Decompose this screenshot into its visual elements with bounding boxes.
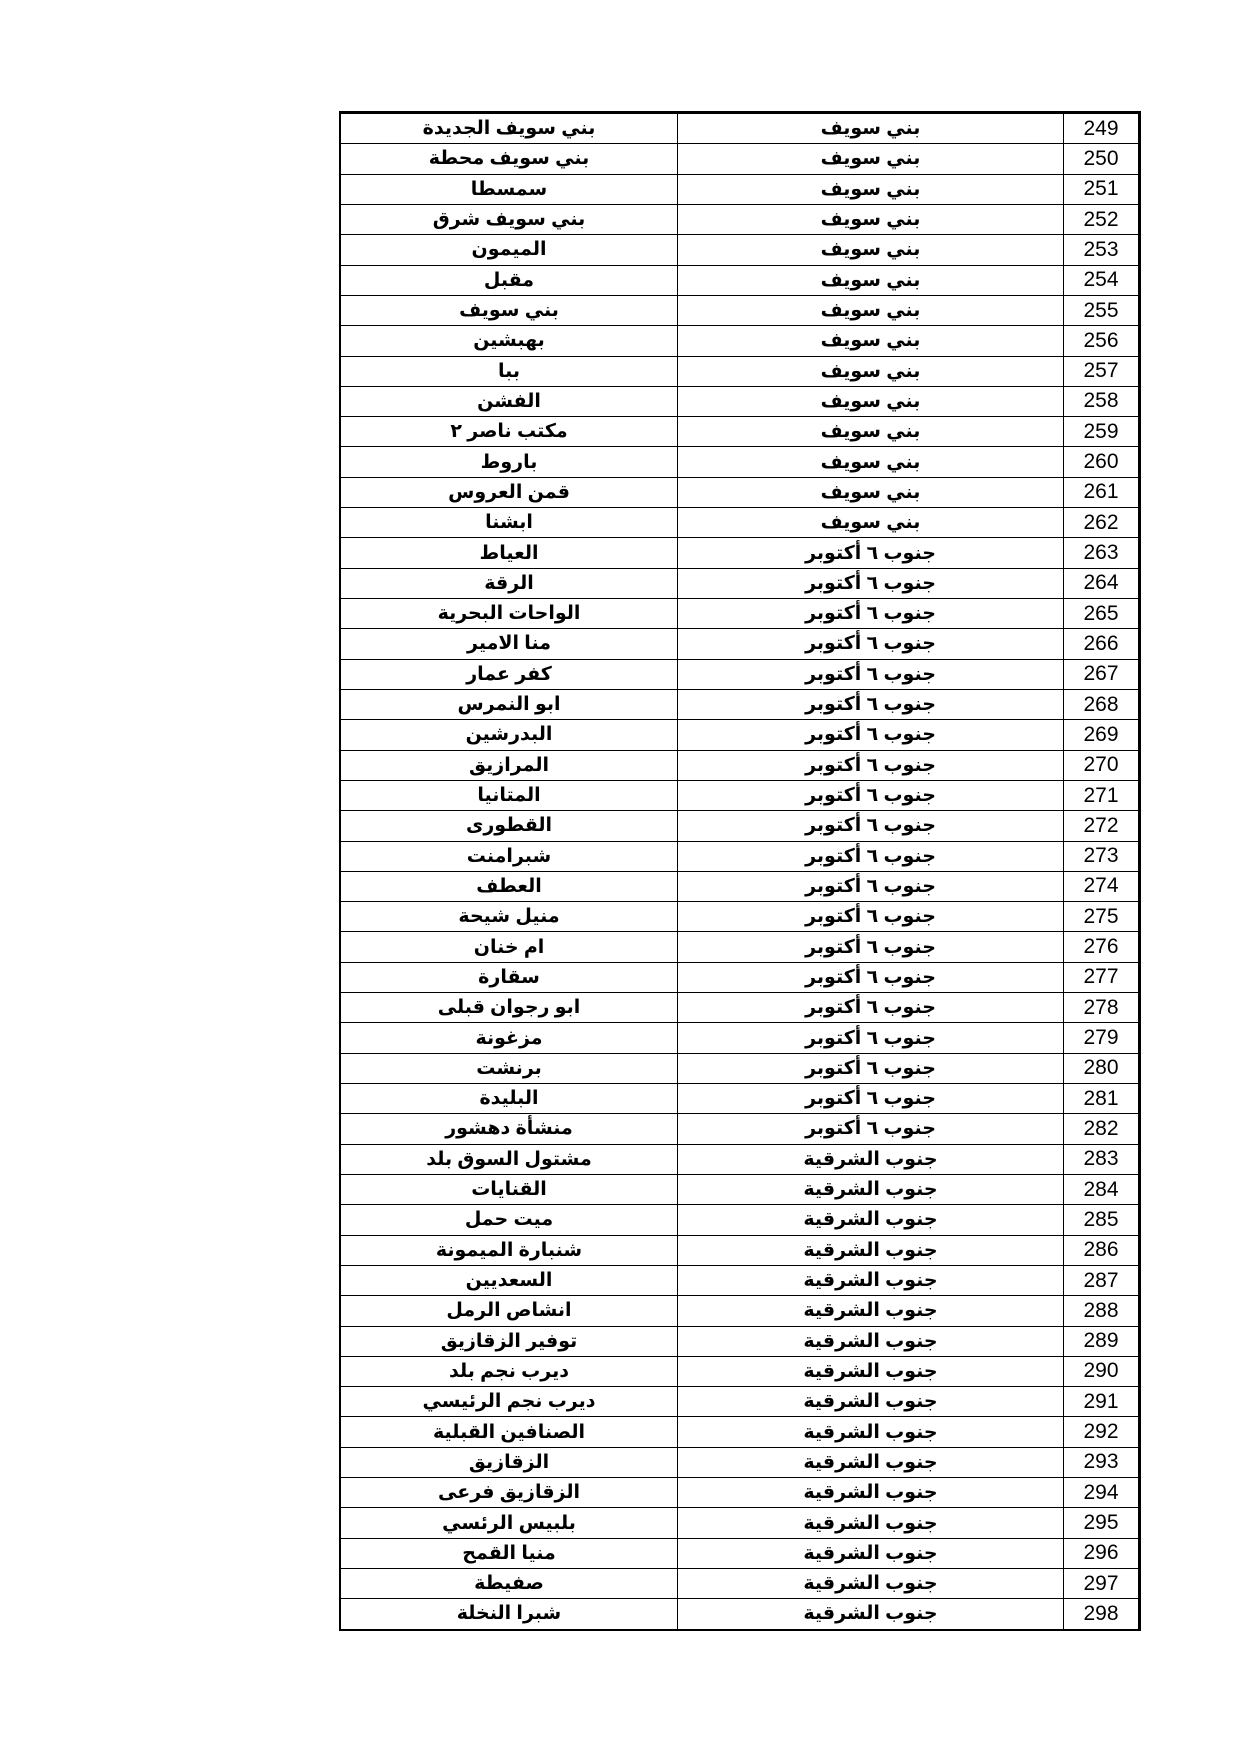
area-cell: العطف <box>341 872 678 901</box>
area-cell: شبرا النخلة <box>341 1599 678 1628</box>
row-number-cell: 256 <box>1083 328 1119 352</box>
sector-cell: بني سويف <box>678 478 1064 507</box>
row-number-cell: 267 <box>1083 662 1119 686</box>
sector-cell: جنوب ٦ أكتوبر <box>678 1023 1064 1052</box>
row-number-cell: 274 <box>1083 874 1119 898</box>
area-cell: مكتب ناصر ٢ <box>341 417 678 446</box>
area-cell: البدرشين <box>341 720 678 749</box>
table-row <box>341 1598 1138 1628</box>
row-number-cell: 258 <box>1083 389 1119 413</box>
area-cell: القطورى <box>341 811 678 840</box>
row-number-cell: 251 <box>1083 177 1119 201</box>
row-number-cell: 278 <box>1083 995 1119 1019</box>
table-row <box>341 477 1138 507</box>
area-cell: الواحات البحرية <box>341 599 678 628</box>
sector-cell: جنوب ٦ أكتوبر <box>678 538 1064 567</box>
table-row <box>341 1447 1138 1477</box>
row-number-cell: 264 <box>1083 571 1119 595</box>
area-cell: ابو النمرس <box>341 690 678 719</box>
table-row <box>341 1113 1138 1143</box>
area-cell: مشتول السوق بلد <box>341 1145 678 1174</box>
area-cell: الزقازيق فرعى <box>341 1478 678 1507</box>
area-cell: كفر عمار <box>341 660 678 689</box>
sector-cell: بني سويف <box>678 266 1064 295</box>
row-number-cell: 255 <box>1083 298 1119 322</box>
table-row <box>341 1416 1138 1446</box>
row-number-cell: 271 <box>1083 783 1119 807</box>
row-number-cell: 288 <box>1083 1298 1119 1322</box>
area-cell: مزغونة <box>341 1023 678 1052</box>
area-cell: سقارة <box>341 963 678 992</box>
table-row <box>341 1235 1138 1265</box>
sector-cell: جنوب الشرقية <box>678 1357 1064 1386</box>
sector-cell: جنوب الشرقية <box>678 1448 1064 1477</box>
row-number-cell: 250 <box>1083 146 1119 170</box>
offices-table <box>339 111 1141 1631</box>
area-cell: المرازيق <box>341 751 678 780</box>
area-cell: ديرب نجم الرئيسي <box>341 1387 678 1416</box>
table-row <box>341 1204 1138 1234</box>
sector-cell: جنوب الشرقية <box>678 1387 1064 1416</box>
table-row <box>341 1083 1138 1113</box>
sector-cell: بني سويف <box>678 357 1064 386</box>
row-number-cell: 275 <box>1083 904 1119 928</box>
table-row <box>341 295 1138 325</box>
sector-cell: جنوب الشرقية <box>678 1266 1064 1295</box>
sector-cell: جنوب ٦ أكتوبر <box>678 720 1064 749</box>
table-row <box>341 537 1138 567</box>
area-cell: توفير الزقازيق <box>341 1327 678 1356</box>
area-cell: منا الامير <box>341 629 678 658</box>
table-row <box>341 931 1138 961</box>
table-row <box>341 901 1138 931</box>
row-number-cell: 253 <box>1083 237 1119 261</box>
area-cell: انشاص الرمل <box>341 1296 678 1325</box>
sector-cell: جنوب الشرقية <box>678 1478 1064 1507</box>
area-cell: الميمون <box>341 235 678 264</box>
row-number-cell: 294 <box>1083 1480 1119 1504</box>
area-cell: ببا <box>341 357 678 386</box>
table-row <box>341 416 1138 446</box>
row-number-cell: 277 <box>1083 965 1119 989</box>
area-cell: شبرامنت <box>341 842 678 871</box>
area-cell: القنايات <box>341 1175 678 1204</box>
table-row <box>341 1053 1138 1083</box>
table-row <box>341 992 1138 1022</box>
table-row <box>341 568 1138 598</box>
row-number-cell: 293 <box>1083 1450 1119 1474</box>
row-number-cell: 283 <box>1083 1147 1119 1171</box>
row-number-cell: 249 <box>1083 116 1119 140</box>
row-number-cell: 273 <box>1083 844 1119 868</box>
sector-cell: جنوب الشرقية <box>678 1296 1064 1325</box>
row-number-cell: 295 <box>1083 1511 1119 1535</box>
area-cell: الفشن <box>341 387 678 416</box>
row-number-cell: 287 <box>1083 1268 1119 1292</box>
table-row <box>341 1326 1138 1356</box>
table-row <box>341 507 1138 537</box>
area-cell: ديرب نجم بلد <box>341 1357 678 1386</box>
row-number-cell: 280 <box>1083 1056 1119 1080</box>
row-number-cell: 257 <box>1083 359 1119 383</box>
area-cell: مقبل <box>341 266 678 295</box>
sector-cell: جنوب ٦ أكتوبر <box>678 902 1064 931</box>
sector-cell: جنوب ٦ أكتوبر <box>678 751 1064 780</box>
sector-cell: بني سويف <box>678 387 1064 416</box>
table-row <box>341 750 1138 780</box>
row-number-cell: 298 <box>1083 1601 1119 1625</box>
row-number-cell: 276 <box>1083 935 1119 959</box>
row-number-cell: 266 <box>1083 631 1119 655</box>
sector-cell: بني سويف <box>678 296 1064 325</box>
table-row <box>341 174 1138 204</box>
row-number-cell: 286 <box>1083 1238 1119 1262</box>
sector-cell: جنوب ٦ أكتوبر <box>678 1054 1064 1083</box>
row-number-cell: 282 <box>1083 1116 1119 1140</box>
sector-cell: بني سويف <box>678 326 1064 355</box>
row-number-cell: 292 <box>1083 1420 1119 1444</box>
table-row <box>341 780 1138 810</box>
area-cell: الرقة <box>341 569 678 598</box>
area-cell: منيل شيحة <box>341 902 678 931</box>
sector-cell: جنوب ٦ أكتوبر <box>678 569 1064 598</box>
row-number-cell: 284 <box>1083 1177 1119 1201</box>
area-cell: بني سويف الجديدة <box>341 114 678 143</box>
sector-cell: جنوب الشرقية <box>678 1327 1064 1356</box>
table-row <box>341 871 1138 901</box>
area-cell: ام خنان <box>341 932 678 961</box>
area-cell: ميت حمل <box>341 1205 678 1234</box>
row-number-cell: 261 <box>1083 480 1119 504</box>
area-cell: البليدة <box>341 1084 678 1113</box>
area-cell: بلبيس الرئسي <box>341 1508 678 1537</box>
sector-cell: جنوب ٦ أكتوبر <box>678 842 1064 871</box>
table-row <box>341 386 1138 416</box>
sector-cell: بني سويف <box>678 144 1064 173</box>
sector-cell: جنوب الشرقية <box>678 1145 1064 1174</box>
area-cell: ابشنا <box>341 508 678 537</box>
sector-cell: جنوب الشرقية <box>678 1508 1064 1537</box>
area-cell: بني سويف <box>341 296 678 325</box>
sector-cell: جنوب الشرقية <box>678 1205 1064 1234</box>
row-number-cell: 296 <box>1083 1541 1119 1565</box>
table-row <box>341 841 1138 871</box>
table-row <box>341 719 1138 749</box>
table-row <box>341 1356 1138 1386</box>
table-row <box>341 1538 1138 1568</box>
sector-cell: جنوب ٦ أكتوبر <box>678 1084 1064 1113</box>
table-row <box>341 1507 1138 1537</box>
sector-cell: جنوب ٦ أكتوبر <box>678 660 1064 689</box>
table-row <box>341 1022 1138 1052</box>
table-row <box>341 1568 1138 1598</box>
sector-cell: جنوب ٦ أكتوبر <box>678 872 1064 901</box>
sector-cell: جنوب الشرقية <box>678 1236 1064 1265</box>
row-number-cell: 297 <box>1083 1571 1119 1595</box>
sector-cell: جنوب ٦ أكتوبر <box>678 993 1064 1022</box>
table-row <box>341 234 1138 264</box>
area-cell: ابو رجوان قبلى <box>341 993 678 1022</box>
table-row <box>341 1295 1138 1325</box>
area-cell: برنشت <box>341 1054 678 1083</box>
sector-cell: جنوب الشرقية <box>678 1175 1064 1204</box>
table-row <box>341 659 1138 689</box>
table-row <box>341 325 1138 355</box>
table-row <box>341 628 1138 658</box>
area-cell: قمن العروس <box>341 478 678 507</box>
row-number-cell: 279 <box>1083 1026 1119 1050</box>
area-cell: منيا القمح <box>341 1539 678 1568</box>
area-cell: بهبشين <box>341 326 678 355</box>
table-row <box>341 810 1138 840</box>
sector-cell: بني سويف <box>678 235 1064 264</box>
row-number-cell: 252 <box>1083 207 1119 231</box>
area-cell: الزقازيق <box>341 1448 678 1477</box>
row-number-cell: 254 <box>1083 268 1119 292</box>
sector-cell: بني سويف <box>678 447 1064 476</box>
sector-cell: جنوب الشرقية <box>678 1569 1064 1598</box>
sector-cell: جنوب ٦ أكتوبر <box>678 629 1064 658</box>
row-number-cell: 272 <box>1083 813 1119 837</box>
row-number-cell: 269 <box>1083 722 1119 746</box>
sector-cell: بني سويف <box>678 205 1064 234</box>
table-row <box>341 1386 1138 1416</box>
row-number-cell: 259 <box>1083 419 1119 443</box>
sector-cell: جنوب ٦ أكتوبر <box>678 599 1064 628</box>
table-row <box>341 446 1138 476</box>
area-cell: شنبارة الميمونة <box>341 1236 678 1265</box>
area-cell: السعديين <box>341 1266 678 1295</box>
area-cell: صفيطة <box>341 1569 678 1598</box>
area-cell: باروط <box>341 447 678 476</box>
sector-cell: بني سويف <box>678 508 1064 537</box>
table-row <box>341 1144 1138 1174</box>
table-row <box>341 962 1138 992</box>
table-row <box>341 598 1138 628</box>
sector-cell: بني سويف <box>678 114 1064 143</box>
row-number-cell: 291 <box>1083 1389 1119 1413</box>
table-row <box>341 204 1138 234</box>
table-row <box>341 1174 1138 1204</box>
row-number-cell: 290 <box>1083 1359 1119 1383</box>
sector-cell: جنوب ٦ أكتوبر <box>678 811 1064 840</box>
sector-cell: جنوب ٦ أكتوبر <box>678 1114 1064 1143</box>
sector-cell: جنوب ٦ أكتوبر <box>678 932 1064 961</box>
sector-cell: جنوب ٦ أكتوبر <box>678 781 1064 810</box>
sector-cell: جنوب ٦ أكتوبر <box>678 963 1064 992</box>
sector-cell: جنوب ٦ أكتوبر <box>678 690 1064 719</box>
area-cell: المتانيا <box>341 781 678 810</box>
area-cell: بني سويف محطة <box>341 144 678 173</box>
sector-cell: جنوب الشرقية <box>678 1599 1064 1628</box>
table-row <box>341 265 1138 295</box>
row-number-cell: 285 <box>1083 1207 1119 1231</box>
sector-cell: بني سويف <box>678 417 1064 446</box>
table-row <box>341 1265 1138 1295</box>
area-cell: الصنافين القبلية <box>341 1417 678 1446</box>
sector-cell: جنوب الشرقية <box>678 1539 1064 1568</box>
area-cell: سمسطا <box>341 175 678 204</box>
table-row <box>341 113 1138 143</box>
table-row <box>341 1477 1138 1507</box>
table-row <box>341 689 1138 719</box>
row-number-cell: 265 <box>1083 601 1119 625</box>
area-cell: بني سويف شرق <box>341 205 678 234</box>
area-cell: العياط <box>341 538 678 567</box>
area-cell: منشأة دهشور <box>341 1114 678 1143</box>
row-number-cell: 270 <box>1083 753 1119 777</box>
table-row <box>341 143 1138 173</box>
row-number-cell: 262 <box>1083 510 1119 534</box>
row-number-cell: 268 <box>1083 692 1119 716</box>
row-number-cell: 260 <box>1083 450 1119 474</box>
row-number-cell: 289 <box>1083 1329 1119 1353</box>
table-row <box>341 356 1138 386</box>
sector-cell: جنوب الشرقية <box>678 1417 1064 1446</box>
row-number-cell: 263 <box>1083 541 1119 565</box>
sector-cell: بني سويف <box>678 175 1064 204</box>
row-number-cell: 281 <box>1083 1086 1119 1110</box>
